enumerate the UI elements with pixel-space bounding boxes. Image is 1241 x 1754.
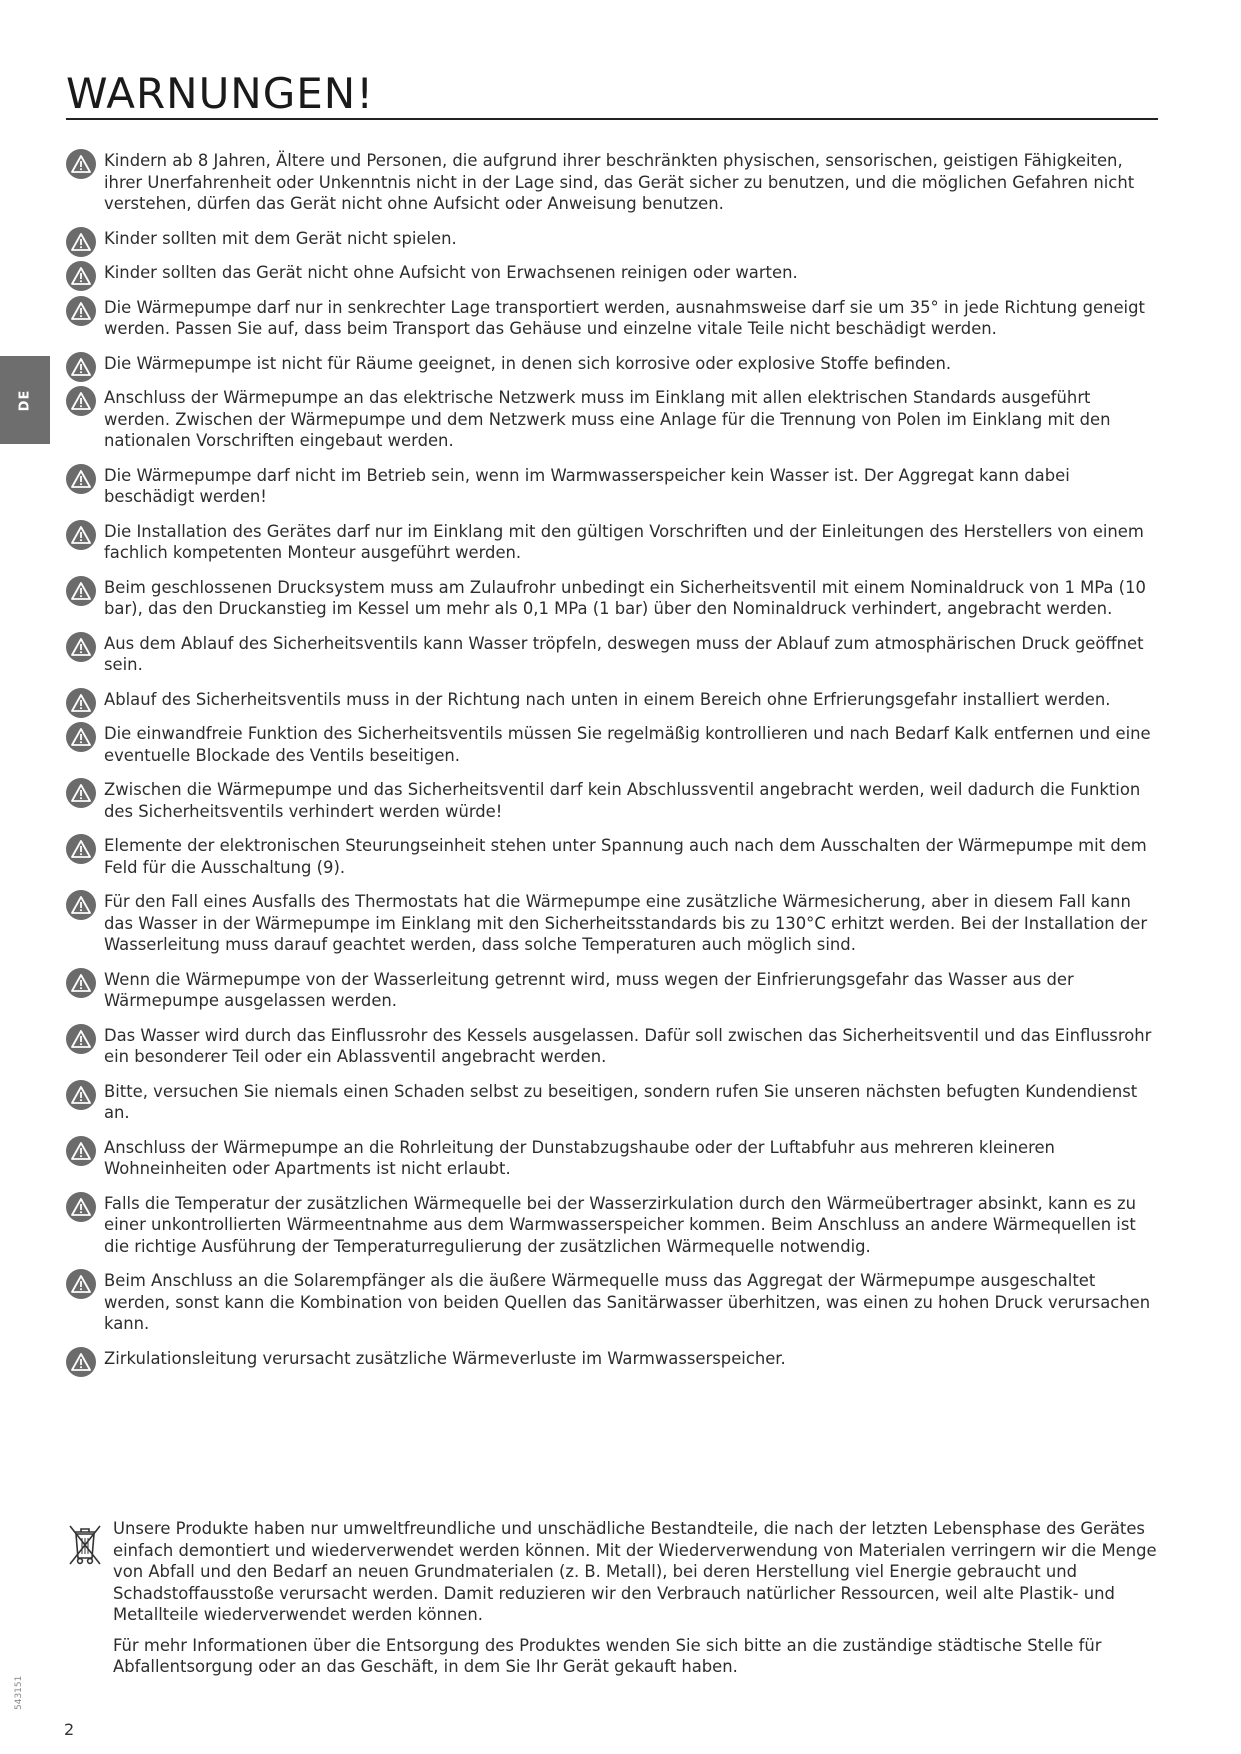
warning-text: Kinder sollten das Gerät nicht ohne Aufsicht von Erwachsenen reinigen oder warten. [104, 263, 798, 282]
warning-text: Die Installation des Gerätes darf nur im Einklang mit den gültigen Vorschriften und der Einleitungen des Herstellers von einem fachlich kompetenten Monteur ausgeführt werden. [104, 521, 1144, 562]
warning-text: Zirkulationsleitung verursacht zusätzliche Wärmeverluste im Warmwasserspeicher. [104, 1348, 786, 1368]
recycling-notice [66, 1518, 1158, 1687]
warning-item [66, 262, 1158, 284]
warning-triangle-icon [66, 296, 96, 326]
warning-item [66, 387, 1158, 452]
warning-item [66, 969, 1158, 1012]
warning-item [66, 1348, 1158, 1370]
warning-item [66, 633, 1158, 676]
warning-triangle-icon [66, 890, 96, 920]
disposal-info-paragraph: Für mehr Informationen über die Entsorgung des Produktes wenden Sie sich bitte an die zuständige städtische Stelle für Abfallentsorgung oder an das Geschäft, in dem Sie Ihr Gerät gekauft haben. [113, 1635, 1102, 1676]
warning-item [66, 1081, 1158, 1124]
warning-item [66, 779, 1158, 822]
warning-item [66, 521, 1158, 564]
warning-text: Beim geschlossenen Drucksystem muss am Zulaufrohr unbedingt ein Sicherheitsventil mit einem Nominaldruck von 1 MPa (10 bar), das den Druckanstieg im Kessel um mehr als 0,1 MPa (1 bar) über den Nominaldruck verhindert, angebracht werden. [104, 577, 1146, 618]
warning-triangle-icon [66, 352, 96, 382]
warning-text: Beim Anschluss an die Solarempfänger als die äußere Wärmequelle muss das Aggregat der Wärmepumpe ausgeschaltet werden, sonst kann die Kombination von beiden Quellen das Sanitärwasser überhitzen, was einen zu hohen Druck verursachen kann. [104, 1271, 1151, 1333]
warning-text: Falls die Temperatur der zusätzlichen Wärmequelle bei der Wasserzirkulation durch den Wärmeübertrager absinkt, kann es zu einer unkontrollierten Wärmeentnahme aus dem Warmwasserspeicher kommen. Beim Anschluss an andere Wärmequellen ist die richtige Ausführung der Temperaturregulierung der zusätzlichen Wärmequelle notwendig. [104, 1193, 1137, 1256]
weee-crossed-bin-icon [66, 1520, 104, 1568]
warning-item [66, 891, 1158, 956]
warning-text: Anschluss der Wärmepumpe an die Rohrleitung der Dunstabzugshaube oder der Luftabfuhr aus mehreren kleineren Wohneinheiten oder Apartments ist nicht erlaubt. [104, 1137, 1055, 1178]
warning-item [66, 723, 1158, 766]
warning-triangle-icon [66, 1136, 96, 1166]
warning-triangle-icon [66, 722, 96, 752]
warning-list [66, 150, 1158, 1382]
page-number: 2 [64, 1720, 75, 1739]
warning-text: Aus dem Ablauf des Sicherheitsventils kann Wasser tröpfeln, deswegen muss der Ablauf zum atmosphärischen Druck geöffnet sein. [104, 633, 1144, 674]
warning-triangle-icon [66, 386, 96, 416]
warning-item [66, 150, 1158, 215]
warning-item [66, 228, 1158, 250]
document-code: 543151 [14, 1675, 24, 1710]
warning-text: Elemente der elektronischen Steurungseinheit stehen unter Spannung auch nach dem Ausschalten der Wärmepumpe mit dem Feld für die Ausschaltung (9). [104, 836, 1147, 877]
warning-text: Ablauf des Sicherheitsventils muss in der Richtung nach unten in einem Bereich ohne Erfrierungsgefahr installiert werden. [104, 689, 1111, 709]
language-tab-label: DE [17, 389, 33, 411]
warning-text: Zwischen die Wärmepumpe und das Sicherheitsventil darf kein Abschlussventil angebracht werden, weil dadurch die Funktion des Sicherheitsventils verhindert werden würde! [104, 780, 1141, 821]
warning-item [66, 297, 1158, 340]
warning-item [66, 1137, 1158, 1180]
page-title: WARNUNGEN! [66, 69, 375, 118]
warning-item [66, 577, 1158, 620]
warning-triangle-icon [66, 1269, 96, 1299]
warning-triangle-icon [66, 632, 96, 662]
warning-text: Kindern ab 8 Jahren, Ältere und Personen, die aufgrund ihrer beschränkten physischen, sensorischen, geistigen Fähigkeiten, ihrer Unerfahrenheit oder Unkenntnis nicht in der Lage sind, das Gerät sicher zu benutzen, und die möglichen Gefahren nicht verstehen, dürfen das Gerät nicht ohne Aufsicht oder Anweisung benutzen. [104, 151, 1135, 213]
title-divider [66, 118, 1158, 120]
warning-triangle-icon [66, 834, 96, 864]
warning-triangle-icon [66, 227, 96, 257]
warning-item [66, 1270, 1158, 1335]
warning-item [66, 1193, 1158, 1258]
warning-triangle-icon [66, 1024, 96, 1054]
warning-triangle-icon [66, 149, 96, 179]
warning-triangle-icon [66, 520, 96, 550]
warning-item [66, 689, 1158, 711]
warning-text: Bitte, versuchen Sie niemals einen Schaden selbst zu beseitigen, sondern rufen Sie unseren nächsten befugten Kundendienst an. [104, 1081, 1138, 1122]
warning-item [66, 465, 1158, 508]
warning-triangle-icon [66, 968, 96, 998]
recycling-paragraph: Unsere Produkte haben nur umweltfreundliche und unschädliche Bestandteile, die nach der letzten Lebensphase des Gerätes einfach demontiert und wiederverwendet werden können. Mit der Wiederverwendung von Materialen verringern wir die Menge von Abfall und den Bedarf an neuen Grundmaterialen (z. B. Metall), bei deren Herstellung viel Energie gebraucht und Schadstoffausstoße verursacht werden. Damit reduzieren wir den Verbrauch natürlicher Ressourcen, weil alte Plastik- und Metallteile wiederverwendet werden können. [113, 1519, 1157, 1624]
warning-triangle-icon [66, 576, 96, 606]
warning-triangle-icon [66, 1192, 96, 1222]
warning-triangle-icon [66, 464, 96, 494]
warning-text: Wenn die Wärmepumpe von der Wasserleitung getrennt wird, muss wegen der Einfrierungsgefahr das Wasser aus der Wärmepumpe ausgelassen werden. [104, 969, 1074, 1010]
warning-text: Die Wärmepumpe ist nicht für Räume geeignet, in denen sich korrosive oder explosive Stoffe befinden. [104, 353, 952, 373]
warning-text: Die Wärmepumpe darf nicht im Betrieb sein, wenn im Warmwasserspeicher kein Wasser ist. Der Aggregat kann dabei beschädigt werden! [104, 465, 1070, 506]
warning-triangle-icon [66, 261, 96, 291]
warning-text: Anschluss der Wärmepumpe an das elektrische Netzwerk muss im Einklang mit allen elektrischen Standards ausgeführt werden. Zwischen der Wärmepumpe und dem Netzwerk muss eine Anlage für die Trennung von Polen im Einklang mit den nationalen Vorschriften eingebaut werden. [104, 388, 1111, 450]
warning-text: Für den Fall eines Ausfalls des Thermostats hat die Wärmepumpe eine zusätzliche Wärmesicherung, aber in diesem Fall kann das Wasser in der Wärmepumpe im Einklang mit den Sicherheitsstandards bis zu 130°C erhitzt werden. Bei der Installation der Wasserleitung muss darauf geachtet werden, dass solche Temperaturen auch möglich sind. [104, 892, 1148, 954]
warning-triangle-icon [66, 1347, 96, 1377]
warning-triangle-icon [66, 778, 96, 808]
warning-triangle-icon [66, 1080, 96, 1110]
warning-triangle-icon [66, 688, 96, 718]
warning-item [66, 1025, 1158, 1068]
warning-text: Die Wärmepumpe darf nur in senkrechter Lage transportiert werden, ausnahmsweise darf sie um 35° in jede Richtung geneigt werden. Passen Sie auf, dass beim Transport das Gehäuse und einzelne vitale Teile nicht beschädigt werden. [104, 297, 1145, 338]
warning-text: Die einwandfreie Funktion des Sicherheitsventils müssen Sie regelmäßig kontrollieren und nach Bedarf Kalk entfernen und eine eventuelle Blockade des Ventils beseitigen. [104, 724, 1151, 765]
warning-item [66, 353, 1158, 375]
warning-text: Kinder sollten mit dem Gerät nicht spielen. [104, 228, 457, 248]
warning-text: Das Wasser wird durch das Einflussrohr des Kessels ausgelassen. Dafür soll zwischen das Sicherheitsventil und das Einflussrohr ein besonderer Teil oder ein Ablassventil angebracht werden. [104, 1025, 1152, 1066]
language-tab [0, 356, 50, 444]
warning-item [66, 835, 1158, 878]
